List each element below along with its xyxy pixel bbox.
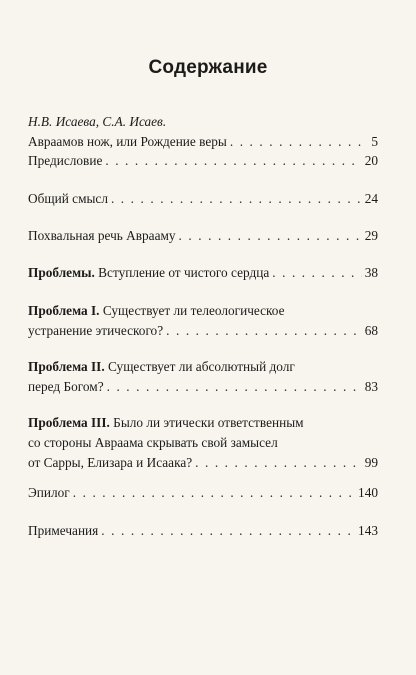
leader-dots	[195, 453, 362, 473]
toc-entry-title: Общий смысл	[28, 191, 108, 206]
page-title: Содержание	[148, 57, 268, 78]
toc-entry-title: Было ли этически ответственным	[109, 415, 304, 430]
toc-entry-title: Похвальная речь Аврааму	[28, 228, 176, 243]
toc-entry-author: Н.В. Исаева, С.А. Исаев.	[28, 114, 167, 129]
toc-entry-page: 143	[358, 523, 378, 538]
toc-entry-general-sense	[28, 189, 378, 209]
toc-entry-page: 140	[358, 485, 378, 500]
leader-dots	[107, 377, 362, 397]
toc-entry-eulogy	[28, 226, 378, 246]
toc-entry-page: 29	[364, 228, 378, 243]
leader-dots	[272, 263, 361, 283]
toc-entry-page: 20	[364, 153, 378, 168]
toc-entry-page: 68	[364, 323, 378, 338]
toc-entry-title: Вступление от чистого сердца	[94, 265, 270, 280]
toc-entry-title-cont: от Сарры, Елизара и Исаака?	[28, 455, 193, 470]
toc-entry-page: 83	[364, 379, 378, 394]
toc-entry-page: 24	[364, 191, 378, 206]
toc-entry-title: Существует ли телеологическое	[99, 303, 285, 318]
leader-dots	[111, 189, 362, 209]
toc-entry-problem-2	[28, 357, 378, 397]
toc-entry-line	[28, 132, 378, 152]
leader-dots	[230, 132, 369, 152]
toc-entry-title: Авраамов нож, или Рождение веры	[28, 134, 227, 149]
toc-entry-label: Проблема II.	[28, 359, 105, 374]
toc-entry-foreword-article	[28, 112, 378, 152]
toc-entry-epilogue	[28, 483, 378, 503]
leader-dots	[166, 321, 362, 341]
toc-entry-notes	[28, 521, 378, 541]
toc-entry-title: Предисловие	[28, 153, 103, 168]
toc-entry-label: Проблема III.	[28, 415, 110, 430]
toc-entry-title-cont: перед Богом?	[28, 379, 104, 394]
toc-author-line	[28, 112, 378, 132]
toc-entry-label: Проблемы.	[28, 265, 95, 280]
toc-entry-title-cont: устранение этического?	[28, 323, 164, 338]
toc-entry-page: 38	[364, 265, 378, 280]
toc-entry-preface	[28, 151, 378, 171]
toc-entry-problem-1	[28, 301, 378, 341]
toc-entry-page: 5	[371, 134, 378, 149]
toc-entry-title-cont: со стороны Авраама скрывать свой замысел	[28, 435, 278, 450]
toc-entry-page: 99	[364, 455, 378, 470]
toc-entry-title: Примечания	[28, 523, 99, 538]
leader-dots	[101, 521, 355, 541]
leader-dots	[105, 151, 361, 171]
toc-entry-problem-3	[28, 413, 378, 473]
toc-entry-problems-intro	[28, 263, 378, 283]
leader-dots	[179, 226, 362, 246]
toc-entry-title: Эпилог	[28, 485, 70, 500]
toc-entry-title: Существует ли абсолютный долг	[104, 359, 295, 374]
leader-dots	[73, 483, 355, 503]
toc-entry-label: Проблема I.	[28, 303, 100, 318]
